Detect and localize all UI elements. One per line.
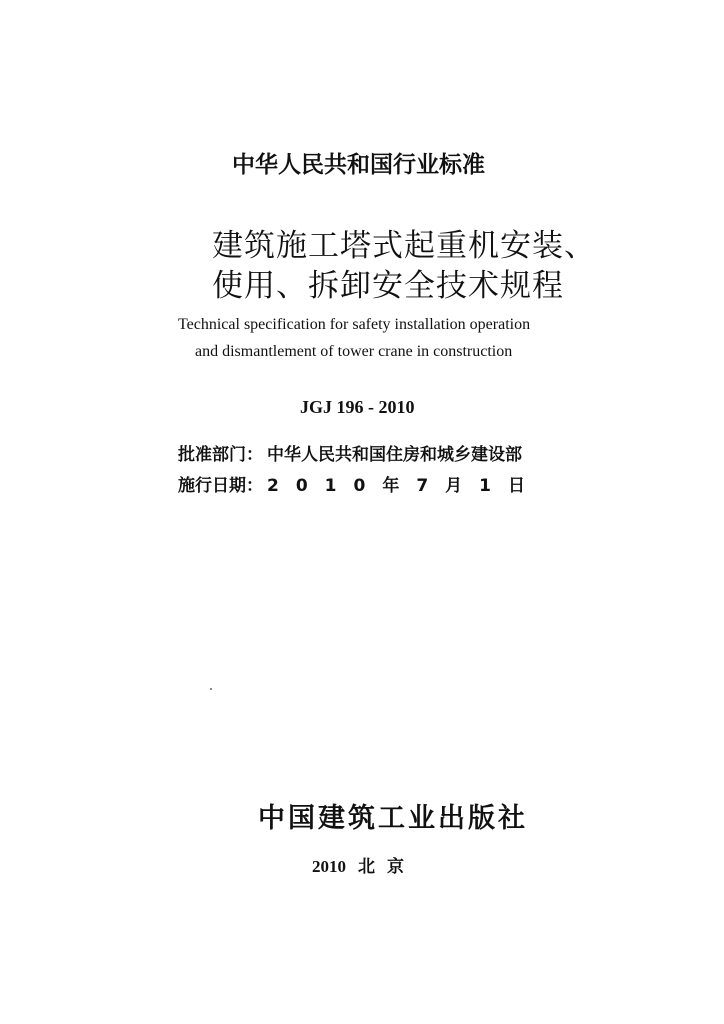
imprint-year: 2010 [312, 857, 346, 876]
imprint-city: 北京 [358, 857, 416, 876]
standard-code: JGJ 196 - 2010 [300, 397, 415, 417]
approval-value: 中华人民共和国住房和城乡建设部 [267, 445, 522, 465]
title-en-line1: Technical specification for safety installation operation [178, 316, 531, 333]
effective-label: 施行日期： [178, 476, 263, 496]
title-en-line2: and dismantlement of tower crane in construction [195, 343, 513, 360]
imprint [312, 852, 416, 877]
standard-category: 中华人民共和国行业标准 [232, 152, 485, 178]
effective-value: 2010年7月1日 [267, 476, 542, 496]
publisher: 中国建筑工业出版社 [258, 803, 528, 834]
title-cn-line2: 使用、拆卸安全技术规程 [212, 268, 564, 304]
effective-date-row [178, 471, 542, 496]
approval-label: 批准部门： [178, 445, 263, 465]
scan-speck [210, 688, 212, 690]
title-cn-line1: 建筑施工塔式起重机安装、 [212, 228, 596, 264]
approval-row [178, 440, 522, 465]
